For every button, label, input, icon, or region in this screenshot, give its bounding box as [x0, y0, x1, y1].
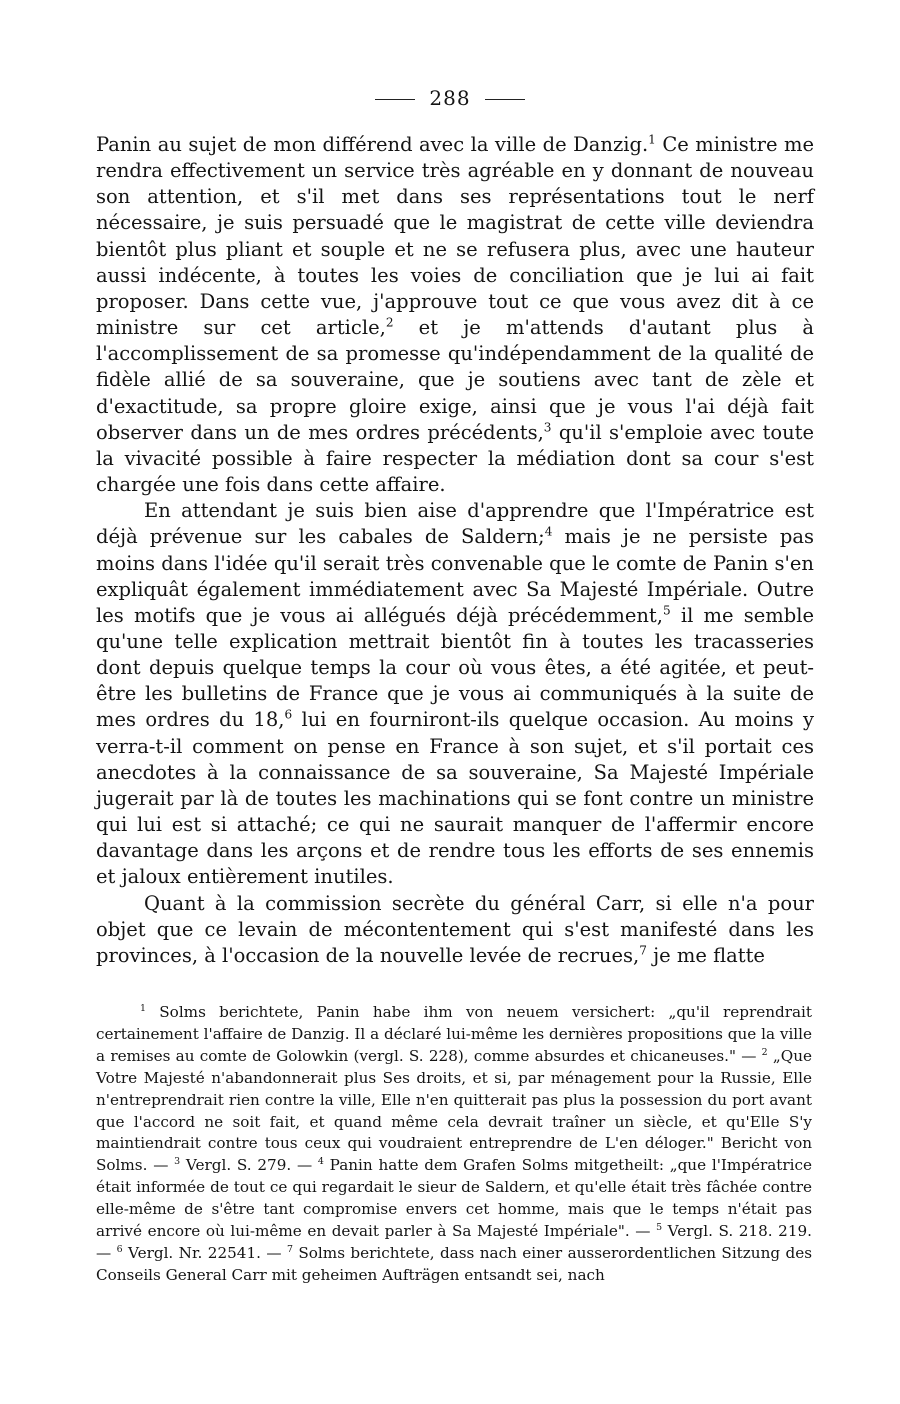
text-run: Panin au sujet de mon différend avec la ville de Danzig.	[96, 133, 649, 156]
footnotes	[96, 1002, 812, 1287]
header-rule-right	[485, 99, 525, 100]
page-header	[0, 86, 900, 110]
main-text	[96, 132, 814, 969]
footnote-text: Vergl. S. 218. 219. —	[96, 1222, 812, 1262]
footnote-marker: 1	[140, 1002, 146, 1014]
footnote-text: Panin hatte dem Grafen Solms mitgetheilt: „que l'Impératrice était informée de tout ce qui regardait le sieur de Saldern, et qu'elle était très fâchée contre elle-même de s'être tant compromise envers cet homme, mais que le temps n'était pas arrivé encore où lui-même en devait parler à Sa Majesté Impériale". —	[96, 1156, 813, 1241]
paragraph-1	[96, 132, 814, 498]
text-run: En attendant je suis bien aise d'apprendre que l'Impératrice est déjà prévenue sur les cabales de Saldern;	[96, 499, 814, 549]
footnote-text: Solms berichtete, Panin habe ihm von neuem versichert: „qu'il reprendrait certainement l'affaire de Danzig. Il a déclaré lui-même les dernières propositions que la ville a remises au comte de Golowkin (vergl. S. 228), comme absurdes et chicaneuses." —	[96, 1003, 812, 1065]
footnote-ref: 4	[544, 524, 553, 539]
footnote-ref: 6	[284, 707, 293, 722]
footnote-ref: 3	[543, 420, 552, 435]
paragraph-3	[96, 891, 814, 969]
footnote-marker: 2	[761, 1046, 768, 1058]
text-run: lui en fourniront-ils quelque occasion. Au moins y verra-t-il comment on pense en France à son sujet, et s'il portait ces anecdotes à la connaissance de sa souveraine, Sa Majesté Impériale jugerait par là de toutes les machinations qui se font contre un ministre qui lui est si attaché; ce qui ne saurait manquer de l'affermir encore davantage dans les arçons et de rendre tous les efforts de ses ennemis et jaloux entièrement inutiles.	[96, 708, 814, 889]
text-run: Ce ministre me rendra effectivement un service très agréable en y donnant de nouveau son attention, et s'il met dans ses représentations tout le nerf nécessaire, je suis persuadé que le magistrat de cette ville deviendra bientôt plus pliant et souple et ne se refusera plus, avec une hauteur aussi indécente, à toutes les voies de conciliation que je lui ai fait proposer. Dans cette vue, j'approuve tout ce que vous avez dit à ce ministre sur cet article,	[96, 133, 814, 340]
footnote-block	[96, 1002, 812, 1287]
footnote-marker: 5	[656, 1222, 663, 1233]
footnote-text: Vergl. Nr. 22541. —	[122, 1243, 287, 1262]
footnote-marker: 4	[317, 1156, 324, 1168]
paragraph-2	[96, 498, 814, 890]
footnote-text: Vergl. S. 279. —	[180, 1156, 318, 1175]
footnote-marker: 7	[286, 1243, 293, 1255]
text-run: il me semble qu'une telle explication mettrait bientôt fin à toutes les tracasseries dont depuis quelque temps la cour où vous êtes, a été agitée, et peut-être les bulletins de France que je vous ai communiqués à la suite de mes ordres du 18,	[96, 603, 814, 732]
footnote-ref: 2	[385, 315, 394, 330]
text-run: qu'il s'emploie avec toute la vivacité possible à faire respecter la médiation dont sa cour s'est chargée une fois dans cette affaire.	[96, 420, 814, 497]
footnote-ref: 1	[648, 132, 656, 147]
text-run: je me flatte	[646, 943, 765, 967]
text-run: et je m'attends d'autant plus à l'accomplissement de sa promesse qu'indépendamment de la qualité de fidèle allié de sa souveraine, que je soutiens avec tant de zèle et d'exactitude, sa propre gloire exige, ainsi que je vous l'ai déjà fait observer dans un de mes ordres précédents,	[96, 316, 814, 444]
footnote-marker: 6	[116, 1243, 123, 1255]
footnote-marker: 3	[174, 1156, 181, 1168]
header-rule-left	[375, 99, 415, 100]
footnote-text: Solms berichtete, dass nach einer ausserordentlichen Sitzung des Conseils General Carr mit geheimen Aufträgen entsandt sei, nach	[96, 1243, 812, 1284]
footnote-text: „Que Votre Majesté n'abandonnerait plus Ses droits, et si, par ménagement pour la Russie, Elle n'entreprendrait rien contre la ville, Elle n'en quitterait pas plus la possession du port avant que l'accord ne soit fait, et quand même cela devrait traîner un siècle, et qu'Elle S'y maintiendrait contre tous ceux qui voudraient entreprendre de L'en déloger." Bericht von Solms. —	[96, 1046, 812, 1175]
footnote-ref: 7	[639, 943, 647, 958]
page-number: 288	[429, 86, 471, 110]
text-run: mais je ne persiste pas moins dans l'idée qu'il serait très convenable que le comte de Panin s'en expliquât également immédiatement avec Sa Majesté Impériale. Outre les motifs que je vous ai allégués déjà précédemment,	[96, 525, 815, 627]
footnote-ref: 5	[662, 603, 671, 618]
text-run: Quant à la commission secrète du général Carr, si elle n'a pour objet que ce levain de mécontentement qui s'est manifesté dans les provinces, à l'occasion de la nouvelle levée de recrues,	[96, 891, 814, 967]
